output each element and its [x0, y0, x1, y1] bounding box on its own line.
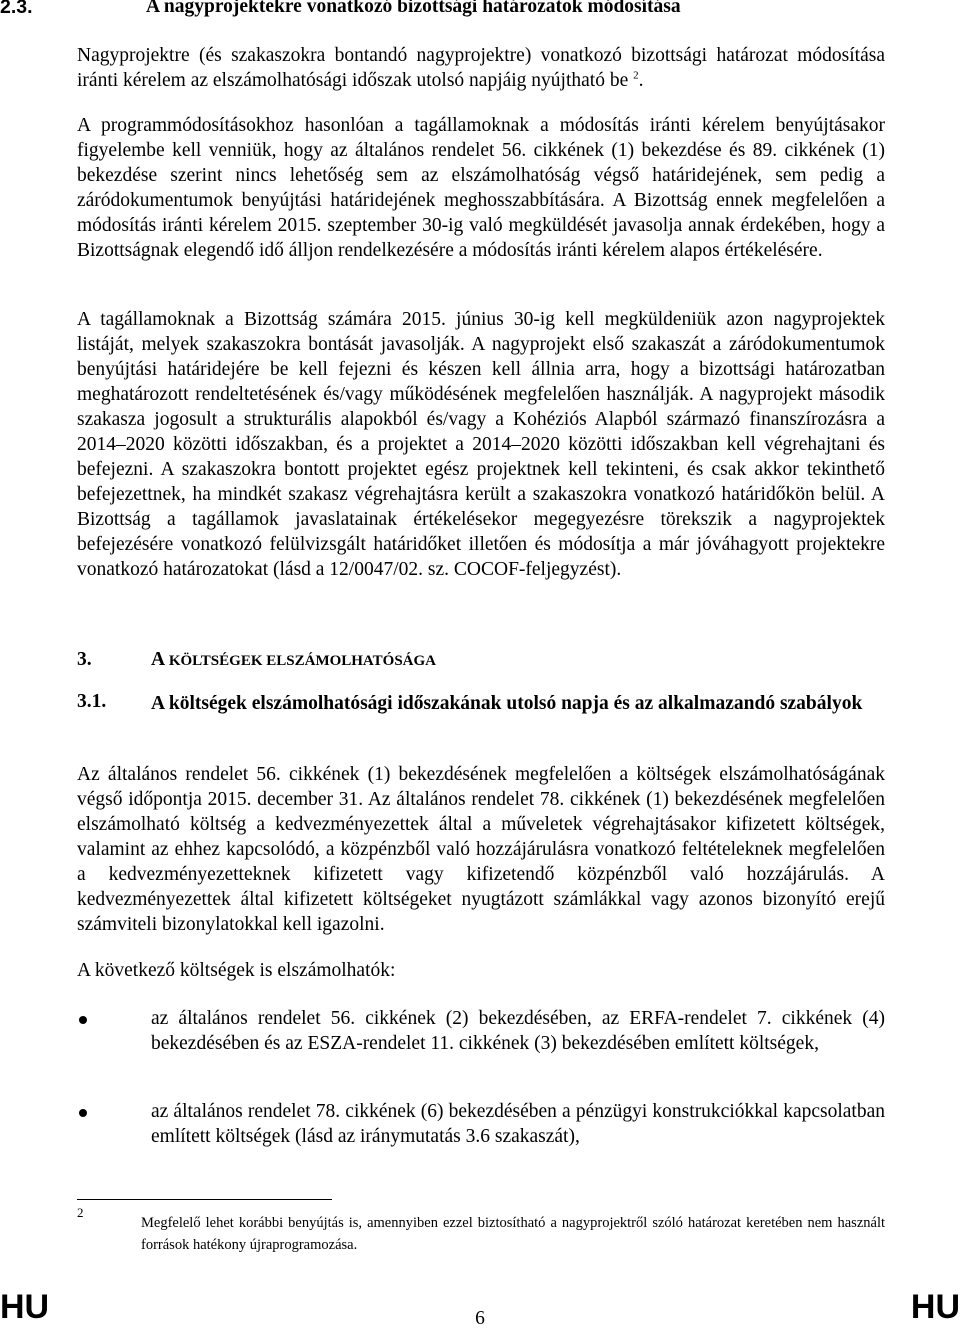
footnote-text: Megfelelő lehet korábbi benyújtás is, amennyiben ezzel biztosítható a nagyprojektről szóló határozat keretében nem használt források hatékony újraprogramozása. [141, 1215, 885, 1253]
bullet-item-2: az általános rendelet 78. cikkének (6) bekezdésében a pénzügyi konstrukciókkal kapcsolatban említett költségek (lásd az iránymutatás 3.6 szakaszát), [151, 1101, 885, 1147]
section-3-1-paragraph-2: A következő költségek is elszámolhatók: [77, 960, 396, 981]
footer-language-left: HU [0, 1288, 50, 1326]
bullet-item-1: az általános rendelet 56. cikkének (2) bekezdésében, az ERFA-rendelet 7. cikkének (4) bekezdésében és az ESZA-rendelet 11. cikkének (3) bekezdésében említett költségek, [151, 1008, 885, 1054]
paragraph-2: A programmódosításokhoz hasonlóan a tagállamoknak a módosítás iránti kérelem benyújtásakor figyelembe kell venniük, hogy az általános rendelet 56. cikkének (1) bekezdése és 89. cikkének (1) bekezdése szerint nincs lehetőség sem az elszámolhatóság végső határidejének, sem pedig a záródokumentumok benyújtási határidejének meghosszabbítására. A Bizottság ennek megfelelően a módosítás iránti kérelem 2015. szeptember 30-ig való megküldését javasolja annak érdekében, hogy a Bizottságnak elegendő idő álljon rendelkezésére a módosítás iránti kérelem alapos értékelésére. [77, 115, 885, 261]
section-number: 2.3. [0, 0, 33, 18]
paragraph-1: Nagyprojektre (és szakaszokra bontandó nagyprojektre) vonatkozó bizottsági határozat módosítása iránti kérelem az elszámolhatósági időszak utolsó napjáig nyújtható be $^2$. [77, 45, 885, 91]
bullet-icon [79, 1016, 87, 1024]
footnote-number: 2 [77, 1205, 84, 1220]
section-3-1-title: A költségek elszámolhatósági időszakának utolsó napja és az alkalmazandó szabályok [151, 693, 863, 714]
section-3-number: 3. [77, 649, 92, 670]
section-title: A nagyprojektekre vonatkozó bizottsági határozatok módosítása [146, 0, 681, 17]
page-number: 6 [475, 1308, 485, 1329]
section-3-1-paragraph-1: Az általános rendelet 56. cikkének (1) bekezdésének megfelelően a költségek elszámolhatóságának végső időpontja 2015. december 31. Az általános rendelet 78. cikkének (1) bekezdésének megfelelően elszámolható költség a kedvezményezettek által a műveletek végrehajtásakor kifizetett költségek, valamint az ehhez kapcsolódó, a közpénzből való hozzájárulásra vonatkozó feltételeknek megfelelően a kedvezményezetteknek kifizetett vagy kifizetendő közpénzből való hozzájárulás. A kedvezményezettek által kifizetett költségeket nyugtázott számlákkal vagy azonos bizonyító erejű számviteli bizonylatokkal kell igazolni. [77, 764, 885, 935]
footnote-ref[interactable]: 2 [633, 69, 639, 82]
footnote-separator [77, 1199, 332, 1200]
footer-language-right: HU [910, 1288, 960, 1326]
section-3-1-number: 3.1. [77, 691, 107, 712]
section-3-title: A KÖLTSÉGEK ELSZÁMOLHATÓSÁGA [151, 649, 437, 670]
bullet-icon [79, 1109, 87, 1117]
paragraph-3: A tagállamoknak a Bizottság számára 2015. június 30-ig kell megküldeniük azon nagyprojektek listáját, melyek szakaszokra bontását javasolják. A nagyprojekt első szakaszát a záródokumentumok benyújtási határidejére be kell fejezni és készen kell állnia arra, hogy a bizottsági határozatban meghatározott rendeltetésének és/vagy működésének megfelelően használják. A nagyprojekt második szakasza jogosult a strukturális alapokból és/vagy a Kohéziós Alapból származó finanszírozásra a 2014–2020 közötti időszakban, és a projektet a 2014–2020 közötti időszakban kell végrehajtani és befejezni. A szakaszokra bontott projektet egész projektnek kell tekinteni, és csak akkor tekinthető befejezettnek, ha mindkét szakasz végrehajtásra került a szakaszokra vonatkozó határidőkön belül. A Bizottság a tagállamok javaslatainak értékelésekor megegyezésre törekszik a nagyprojektek befejezésére vonatkozó felülvizsgált határidőket illetően és módosítja a már jóváhagyott projektekre vonatkozó határozatokat (lásd a 12/0047/02. sz. COCOF-feljegyzést). [77, 309, 885, 580]
